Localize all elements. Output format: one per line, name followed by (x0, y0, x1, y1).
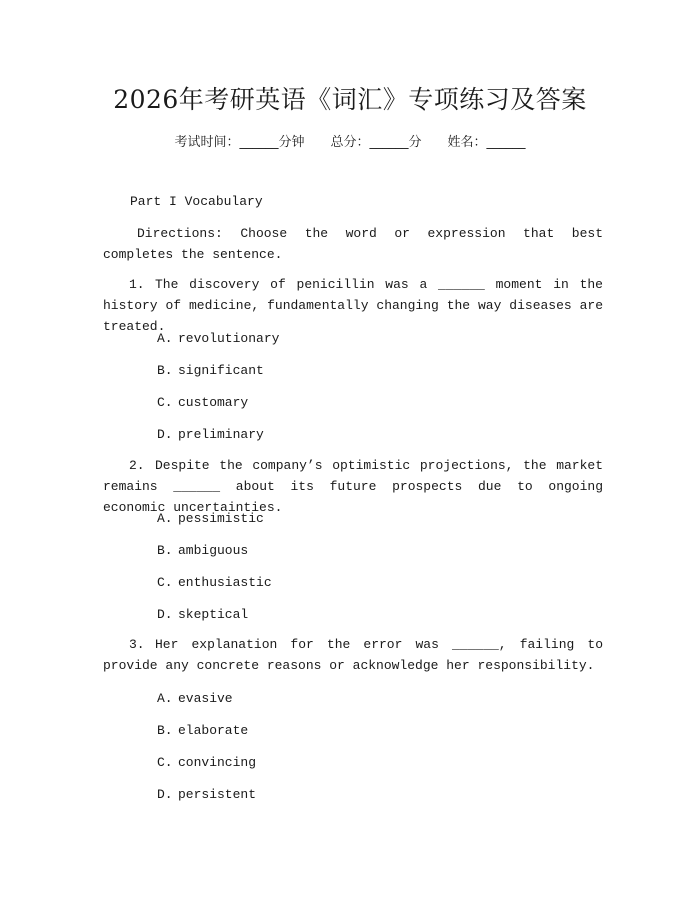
question-2-option-c (157, 572, 272, 593)
time-blank: ______ (239, 135, 279, 150)
option-letter: A. (157, 691, 173, 706)
option-letter: C. (157, 575, 173, 590)
question-3-option-d (157, 784, 256, 805)
document-title: 2026年考研英语《词汇》专项练习及答案 (113, 85, 587, 114)
option-text: skeptical (178, 607, 249, 622)
option-letter: B. (157, 543, 173, 558)
question-3 (103, 634, 603, 676)
option-text: pessimistic (178, 511, 264, 526)
question-2-option-b (157, 540, 248, 561)
question-1-number: 1. (129, 277, 145, 292)
option-letter: B. (157, 363, 173, 378)
option-text: preliminary (178, 427, 264, 442)
name-blank: ______ (486, 135, 526, 150)
question-1-option-b (157, 360, 264, 381)
option-text: evasive (178, 691, 233, 706)
question-2-option-a (157, 508, 264, 529)
question-1-option-c (157, 392, 248, 413)
option-text: elaborate (178, 723, 249, 738)
option-letter: A. (157, 511, 173, 526)
option-letter: D. (157, 427, 173, 442)
time-unit: 分钟 (278, 135, 305, 150)
option-text: persistent (178, 787, 257, 802)
part-title: Part I Vocabulary (130, 194, 263, 209)
score-blank: ______ (369, 135, 409, 150)
option-letter: C. (157, 755, 173, 770)
question-3-option-a (157, 688, 233, 709)
option-text: convincing (178, 755, 257, 770)
option-letter: D. (157, 787, 173, 802)
option-text: revolutionary (178, 331, 280, 346)
question-2-option-d (157, 604, 248, 625)
exam-meta (0, 131, 700, 150)
option-text: customary (178, 395, 249, 410)
question-1-text: The discovery of penicillin was a ______ moment in the history of medicine, fundamentally changing the way diseases are treated. (103, 277, 603, 334)
option-text: ambiguous (178, 543, 249, 558)
option-letter: C. (157, 395, 173, 410)
score-unit: 分 (408, 135, 422, 150)
question-1-option-d (157, 424, 264, 445)
option-letter: D. (157, 607, 173, 622)
question-1-option-a (157, 328, 279, 349)
question-2-number: 2. (129, 458, 145, 473)
option-text: significant (178, 363, 264, 378)
question-3-option-b (157, 720, 248, 741)
option-letter: A. (157, 331, 173, 346)
time-label: 考试时间： (174, 135, 240, 150)
option-text: enthusiastic (178, 575, 272, 590)
question-3-number: 3. (129, 637, 145, 652)
name-label: 姓名： (447, 135, 487, 150)
question-2-text: Despite the company’s optimistic projections, the market remains ______ about its future prospects due to ongoing economic uncertainties. (103, 458, 603, 515)
directions-text: Directions: Choose the word or expression that best completes the sentence. (103, 226, 603, 262)
option-letter: B. (157, 723, 173, 738)
question-3-text: Her explanation for the error was ______, failing to provide any concrete reasons or acknowledge her responsibility. (103, 637, 603, 673)
question-3-option-c (157, 752, 256, 773)
score-label: 总分： (330, 135, 370, 150)
